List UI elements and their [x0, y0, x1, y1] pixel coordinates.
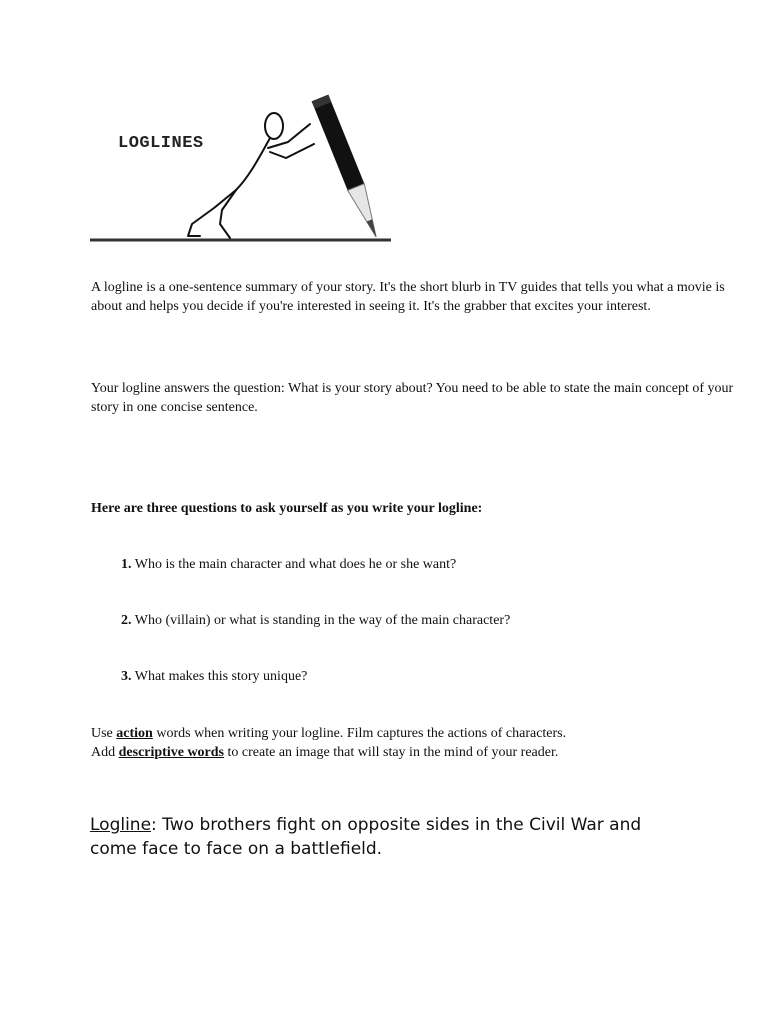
example-text: : Two brothers fight on opposite sides in the Civil War and come face to face on a battlefield. — [90, 815, 642, 859]
intro-paragraph-1: A logline is a one-sentence summary of your story. It's the short blurb in TV guides that tells you what a movie is about and helps you decide if you're interested in seeing it. It's the grabber that excites your interest. — [91, 280, 725, 314]
tip-2-prefix: Add — [91, 744, 119, 760]
stick-figure-pencil-illustration — [88, 90, 398, 250]
questions-heading: Here are three questions to ask yourself as you write your logline: — [91, 501, 483, 516]
question-text: Who (villain) or what is standing in the way of the main character? — [134, 613, 511, 628]
descriptive-words-keyword: descriptive words — [118, 744, 225, 760]
tip-1-prefix: Use — [91, 726, 117, 741]
tip-1-suffix: words when writing your logline. Film captures the actions of characters. — [152, 726, 567, 741]
question-number: 3. — [121, 669, 132, 684]
example-logline — [90, 813, 680, 861]
intro-paragraph-2: Your logline answers the question: What is your story about? You need to be able to state the main concept of your story in one concise sentence. — [91, 381, 734, 415]
example-label: Logline — [90, 815, 152, 835]
question-number: 1. — [121, 557, 132, 572]
illustration-title: LOGLINES — [118, 134, 204, 153]
question-number: 2. — [121, 613, 132, 628]
action-keyword: action — [116, 726, 153, 741]
question-text: Who is the main character and what does he or she want? — [134, 557, 457, 572]
pencil-icon — [312, 95, 385, 241]
question-text: What makes this story unique? — [134, 669, 308, 684]
question-item — [121, 612, 510, 630]
question-item — [121, 556, 456, 574]
tip-2-suffix: to create an image that will stay in the mind of your reader. — [224, 744, 559, 760]
question-item — [121, 668, 307, 686]
stick-figure-icon — [188, 113, 314, 238]
tips-paragraph — [91, 725, 751, 762]
